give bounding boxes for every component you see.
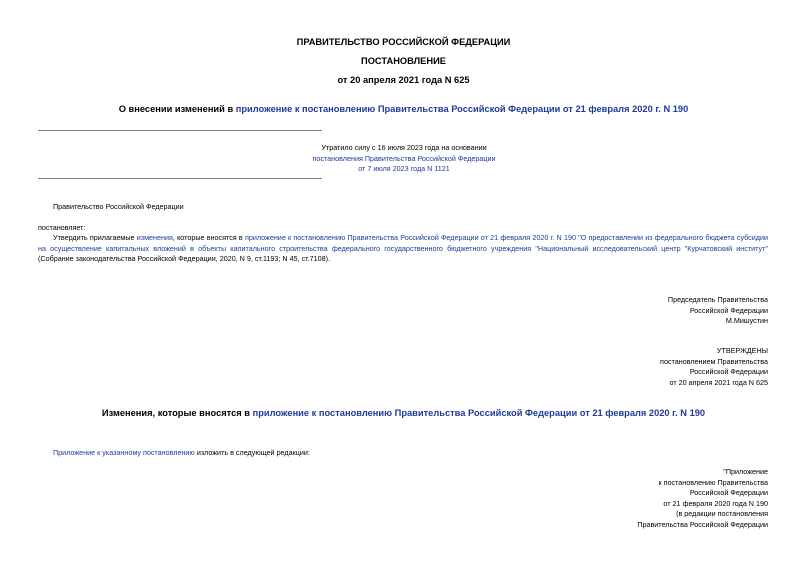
document-title-prefix: О внесении изменений в [118,104,236,114]
approval-line: постановлением Правительства [660,356,768,366]
main-paragraph-text-3: (Собрание законодательства Российской Федерации, 2020, N 9, ст.1193; N 45, ст.7108). [38,254,331,264]
appendix-line: от 21 февраля 2020 года N 190 [663,498,768,508]
repeal-note-link[interactable]: постановления Правительства Российской Федерации [312,153,496,163]
change-item [53,448,310,459]
appendix-block [637,467,768,531]
document-date-number: от 20 апреля 2021 года N 625 [337,75,470,85]
change-item-text: изложить в следующей редакции: [194,448,310,457]
main-paragraph [38,233,768,265]
changes-title-link[interactable]: приложение к постановлению Правительства Российской Федерации от 21 февраля 2020 г. N 190 [252,408,706,418]
approval-block [660,346,768,388]
decrees-word: постановляет: [38,223,86,232]
note-top-rule [38,130,322,131]
note-bottom-rule [38,178,322,179]
appendix-line: "Приложение [723,467,768,476]
changes-title [0,408,807,418]
government-heading: ПРАВИТЕЛЬСТВО РОССИЙСКОЙ ФЕДЕРАЦИИ [296,37,511,47]
signature-block [668,295,768,327]
document-title [0,104,807,114]
main-paragraph-text-2: , которые вносятся в [172,233,245,242]
signature-name: М.Мишустин [725,316,768,326]
signature-line: Российской Федерации [689,305,768,315]
appendix-line: Правительства Российской Федерации [637,519,768,529]
changes-link[interactable]: изменения [136,233,173,242]
main-paragraph-text-1: Утвердить прилагаемые [53,233,137,242]
repeal-note-link-date[interactable]: от 7 июля 2023 года N 1121 [358,164,450,174]
changes-title-prefix: Изменения, которые вносятся в [101,408,253,418]
signature-line: Председатель Правительства [667,295,768,304]
repeal-note [290,143,518,175]
approval-line: Российской Федерации [689,367,768,377]
issuer: Правительство Российской Федерации [53,202,184,211]
decree-190-link[interactable]: приложение к постановлению Правительства Российской Федерации от 21 февраля 2020 г. N 190 "О предоставлении из федерального бюджета субсидии на осуществление капитальных вложений в объекты капитального строительства федерального государственного бюджетного учреждения "Национальный исследовательский центр "Курчатовский институт" [38,233,768,253]
appendix-line: к постановлению Правительства [658,477,768,487]
document-title-link[interactable]: приложение к постановлению Правительства Российской Федерации от 21 февраля 2020 г. N 190 [235,104,689,114]
repeal-note-line: Утратило силу с 16 июля 2023 года на основании [321,143,487,152]
appendix-line: (в редакции постановления [676,509,768,519]
appendix-line: Российской Федерации [689,488,768,498]
document-type: ПОСТАНОВЛЕНИЕ [361,56,446,66]
approval-line: УТВЕРЖДЕНЫ [716,346,768,355]
approval-line: от 20 апреля 2021 года N 625 [669,377,768,387]
appendix-link[interactable]: Приложение к указанному постановлению [53,448,195,457]
